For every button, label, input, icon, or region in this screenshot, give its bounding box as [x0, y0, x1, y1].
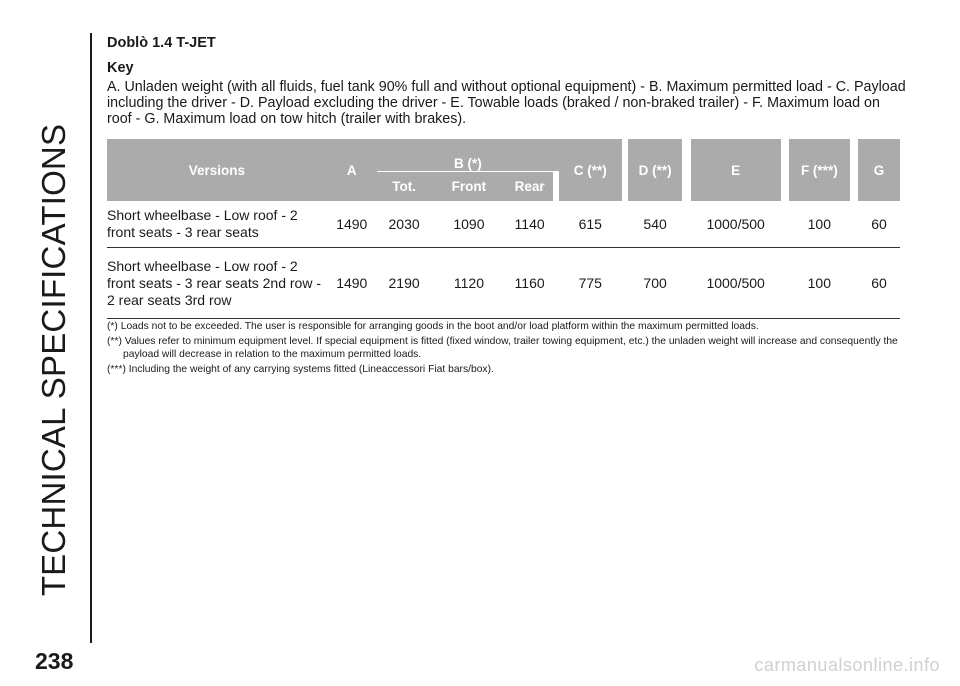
section-title: TECHNICAL SPECIFICATIONS: [35, 123, 72, 597]
header-d: D (**): [628, 139, 682, 201]
cell-version: Short wheelbase - Low roof - 2 front seats - 3 rear seats: [107, 201, 327, 248]
table-row: [107, 248, 900, 319]
header-e: E: [691, 139, 781, 201]
cell-b-front: 1120: [440, 248, 499, 319]
cell-b-front: 1090: [440, 201, 499, 248]
weights-table: [107, 139, 900, 319]
footnote-2-line-2: payload will decrease in relation to the maximum permitted loads.: [123, 349, 422, 360]
table-header-row: [107, 139, 900, 172]
page-heading: Doblò 1.4 T-JET: [107, 35, 216, 51]
cell-version: Short wheelbase - Low roof - 2 front seats - 3 rear seats 2nd row - 2 rear seats 3rd row: [107, 248, 327, 319]
header-b-rear: Rear: [507, 172, 553, 202]
cell-f: 100: [789, 248, 850, 319]
header-g: G: [858, 139, 900, 201]
section-divider: [90, 33, 92, 643]
table-row: [107, 201, 900, 248]
header-b-tot: Tot.: [377, 172, 431, 202]
cell-d: 700: [628, 248, 682, 319]
cell-b-tot: 2030: [377, 201, 431, 248]
header-b: B (*): [377, 139, 559, 172]
cell-e: 1000/500: [691, 201, 781, 248]
cell-c: 615: [559, 201, 622, 248]
footnote-2-line-1: (**) Values refer to minimum equipment level. If special equipment is fitted (fixed window, trailer towing equipment, etc.) the unladen weight will increase and consequently the: [107, 336, 898, 347]
footnote-2: [107, 335, 900, 361]
header-f: F (***): [789, 139, 850, 201]
cell-a: 1490: [327, 248, 377, 319]
cell-b-tot: 2190: [377, 248, 431, 319]
footnote-3: (***) Including the weight of any carrying systems fitted (Lineaccessori Fiat bars/box).: [107, 364, 494, 375]
footnotes: [107, 320, 900, 378]
key-title: Key: [107, 60, 134, 76]
cell-a: 1490: [327, 201, 377, 248]
header-b-front: Front: [440, 172, 499, 202]
footnote-1: (*) Loads not to be exceeded. The user is responsible for arranging goods in the boot and/or load platform within the maximum permitted loads.: [107, 321, 759, 332]
cell-c: 775: [559, 248, 622, 319]
header-versions: Versions: [107, 139, 327, 201]
cell-g: 60: [858, 248, 900, 319]
cell-d: 540: [628, 201, 682, 248]
header-a: A: [327, 139, 377, 201]
watermark: carmanualsonline.info: [754, 655, 940, 675]
cell-b-rear: 1160: [507, 248, 553, 319]
cell-g: 60: [858, 201, 900, 248]
page-content: [107, 35, 907, 128]
header-c: C (**): [559, 139, 622, 201]
page-number: 238: [35, 648, 74, 674]
cell-f: 100: [789, 201, 850, 248]
key-text: A. Unladen weight (with all fluids, fuel tank 90% full and without optional equipment) - B. Maximum permitted load - C. Payload including the driver - D. Payload excluding the driver - E. Towable loads (braked / non-braked trailer) - F. Maximum load on roof - G. Maximum load on tow hitch (trailer with brakes).: [107, 79, 906, 128]
cell-e: 1000/500: [691, 248, 781, 319]
cell-b-rear: 1140: [507, 201, 553, 248]
